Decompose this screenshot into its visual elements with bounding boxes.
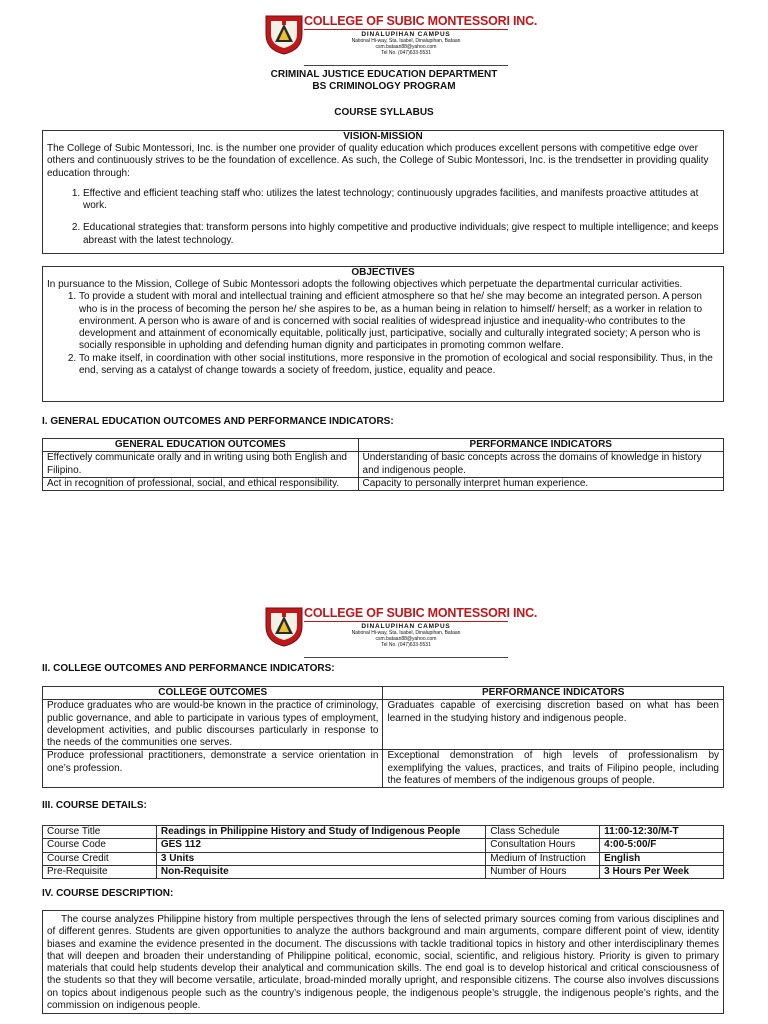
- college-header: [262, 12, 538, 68]
- column-header: PERFORMANCE INDICATORS: [383, 687, 724, 700]
- table-row: [43, 750, 724, 788]
- label-cell: Course Code: [43, 839, 157, 852]
- objectives-list: [43, 291, 723, 377]
- general-education-table: [42, 438, 724, 491]
- program-title: BS CRIMINOLOGY PROGRAM: [312, 81, 456, 92]
- department-title: CRIMINAL JUSTICE EDUCATION DEPARTMENT: [270, 69, 498, 80]
- vision-mission-title: VISION-MISSION: [343, 131, 423, 142]
- label-cell: Number of Hours: [486, 865, 600, 878]
- table-cell: Understanding of basic concepts across the domains of knowledge in history and indigenous people.: [358, 452, 723, 478]
- value-cell: 3 Units: [156, 852, 485, 865]
- vision-mission-intro: The College of Subic Montessori, Inc. is the number one provider of quality education which produces excellent persons with competitive edge over others and continuously strives to be the foundation of excellence. As such, the College of Subic Montessori, Inc. is the trendsetter in providing quality education through:: [47, 143, 709, 179]
- college-seal-icon: [262, 12, 306, 56]
- table-cell: Act in recognition of professional, social, and ethical responsibility.: [43, 477, 359, 490]
- college-outcomes-table: [42, 686, 724, 788]
- column-header: PERFORMANCE INDICATORS: [358, 439, 723, 452]
- value-cell: 11:00-12:30/M-T: [600, 826, 724, 839]
- label-cell: Consultation Hours: [486, 839, 600, 852]
- header-rule: [304, 621, 508, 622]
- course-details-table: [42, 825, 724, 879]
- objectives-box: [42, 266, 724, 402]
- label-cell: Medium of Instruction: [486, 852, 600, 865]
- header-underline: [304, 65, 508, 66]
- column-header: COLLEGE OUTCOMES: [43, 687, 383, 700]
- label-cell: Course Title: [43, 826, 157, 839]
- list-item: 2. To make itself, in coordination with other social institutions, more responsive in the promotion of ecological and social responsibility. Thus, in the end, serving as a catalyst of change towards a society of freedom, justice, equality and peace.: [79, 353, 719, 378]
- section-heading: I. GENERAL EDUCATION OUTCOMES AND PERFORMANCE INDICATORS:: [42, 416, 394, 427]
- campus-name: DINALUPIHAN CAMPUS: [361, 31, 451, 38]
- value-cell: Readings in Philippine History and Study of Indigenous People: [156, 826, 485, 839]
- table-row: [43, 826, 724, 839]
- label-cell: Pre-Requisite: [43, 865, 157, 878]
- college-seal-icon: [262, 604, 306, 648]
- table-cell: Produce graduates who are would-be known in the practice of criminology, public governance, and able to participate in various types of employment, development activities, and public discourses particularly in response to the needs of the communities one serves.: [43, 700, 383, 750]
- objectives-intro: In pursuance to the Mission, College of Subic Montessori adopts the following objectives which perpetuate the departmental curricular activities.: [47, 279, 683, 290]
- label-cell: Class Schedule: [486, 826, 600, 839]
- email: csm.bataan88@yahoo.com: [375, 636, 437, 642]
- column-header: GENERAL EDUCATION OUTCOMES: [43, 439, 359, 452]
- section-heading: II. COLLEGE OUTCOMES AND PERFORMANCE INDICATORS:: [42, 663, 335, 674]
- table-row: [43, 477, 724, 490]
- table-row: [43, 452, 724, 478]
- course-description: The course analyzes Philippine history from multiple perspectives through the lens of selected primary sources coming from various disciplines and of different genres. Students are given opportunities to analyze the authors background and main arguments, compare different point of view, identity biases and examine the evidence presented in the document. The discussions with tackle traditional topics in history and other interdisciplinary themes that will deepen and broaden their understanding of Philippine political, economic, social, scientific, and religious history. Priority is given to primary materials that could help students develop their analytical and communication skills. The end goal is to develop historical and critical consciousness of the students so that they will become versatile, articulate, broad-minded morally upright, and responsible citizens. The course also involves discussions on topics about indigenous people such as the country’s indigenous people, the indigenous people’s struggle, the indigenous people’s rights, and the commission on indigenous people.: [42, 910, 724, 1014]
- email: csm.bataan88@yahoo.com: [375, 44, 437, 50]
- table-row: [43, 865, 724, 878]
- table-cell: Effectively communicate orally and in writing using both English and Filipino.: [43, 452, 359, 478]
- telephone: Tel No. (047)633-5531: [381, 50, 431, 56]
- header-rule: [304, 29, 508, 30]
- table-cell: Exceptional demonstration of high levels of professionalism by exemplifying the values, practices, and traits of Filipino people, including the features of members of the indigenous groups of people.: [383, 750, 724, 788]
- objectives-title: OBJECTIVES: [351, 267, 415, 278]
- list-item: 2. Educational strategies that: transform persons into highly competitive and productive individuals; give respect to multiple intelligence; and keeps abreast with the latest technology.: [83, 222, 723, 247]
- value-cell: 4:00-5:00/F: [600, 839, 724, 852]
- college-name: COLLEGE OF SUBIC MONTESSORI INC.: [304, 606, 538, 620]
- value-cell: Non-Requisite: [156, 865, 485, 878]
- table-cell: Graduates capable of exercising discretion based on what has been learned in the studying history and indigenous people.: [383, 700, 724, 750]
- table-cell: Produce professional practitioners, demonstrate a service orientation in one’s profession.: [43, 750, 383, 788]
- value-cell: 3 Hours Per Week: [600, 865, 724, 878]
- table-row: [43, 700, 724, 750]
- value-cell: GES 112: [156, 839, 485, 852]
- list-item: 1. To provide a student with moral and intellectual training and efficient atmosphere so that he/ she may become an integrated person. A person who is in the process of becoming the person he/ she aspires to be, as a human being in relation to himself/ herself; as a worker in relation to environment. A person who is aware of and is concerned with social realities of widespread injustice and inequality-who contributes to the development and attainment of economically equitable, politically just, participative, socially and culturally integrated society; A person who is socially responsible in upholding and defending human dignity and participates in promoting common welfare.: [79, 291, 719, 352]
- value-cell: English: [600, 852, 724, 865]
- document-title: COURSE SYLLABUS: [334, 107, 434, 118]
- college-name: COLLEGE OF SUBIC MONTESSORI INC.: [304, 14, 538, 28]
- section-heading: IV. COURSE DESCRIPTION:: [42, 888, 174, 899]
- section-heading: III. COURSE DETAILS:: [42, 800, 147, 811]
- header-underline: [304, 657, 508, 658]
- address: National Hi-way, Sta. Isabel, Dinalupihan, Bataan: [351, 38, 461, 44]
- vision-mission-list: [43, 222, 723, 247]
- vision-mission-list: [43, 188, 723, 213]
- address: National Hi-way, Sta. Isabel, Dinalupihan, Bataan: [351, 630, 461, 636]
- table-cell: Capacity to personally interpret human experience.: [358, 477, 723, 490]
- table-row: [43, 839, 724, 852]
- telephone: Tel No. (047)633-5531: [381, 642, 431, 648]
- vision-mission-box: [42, 130, 724, 254]
- label-cell: Course Credit: [43, 852, 157, 865]
- college-header: [262, 604, 538, 660]
- campus-name: DINALUPIHAN CAMPUS: [361, 623, 451, 630]
- table-row: [43, 852, 724, 865]
- list-item: 1. Effective and efficient teaching staff who: utilizes the latest technology; continuously upgrades facilities, and manifests proactive attitudes at work.: [83, 188, 723, 213]
